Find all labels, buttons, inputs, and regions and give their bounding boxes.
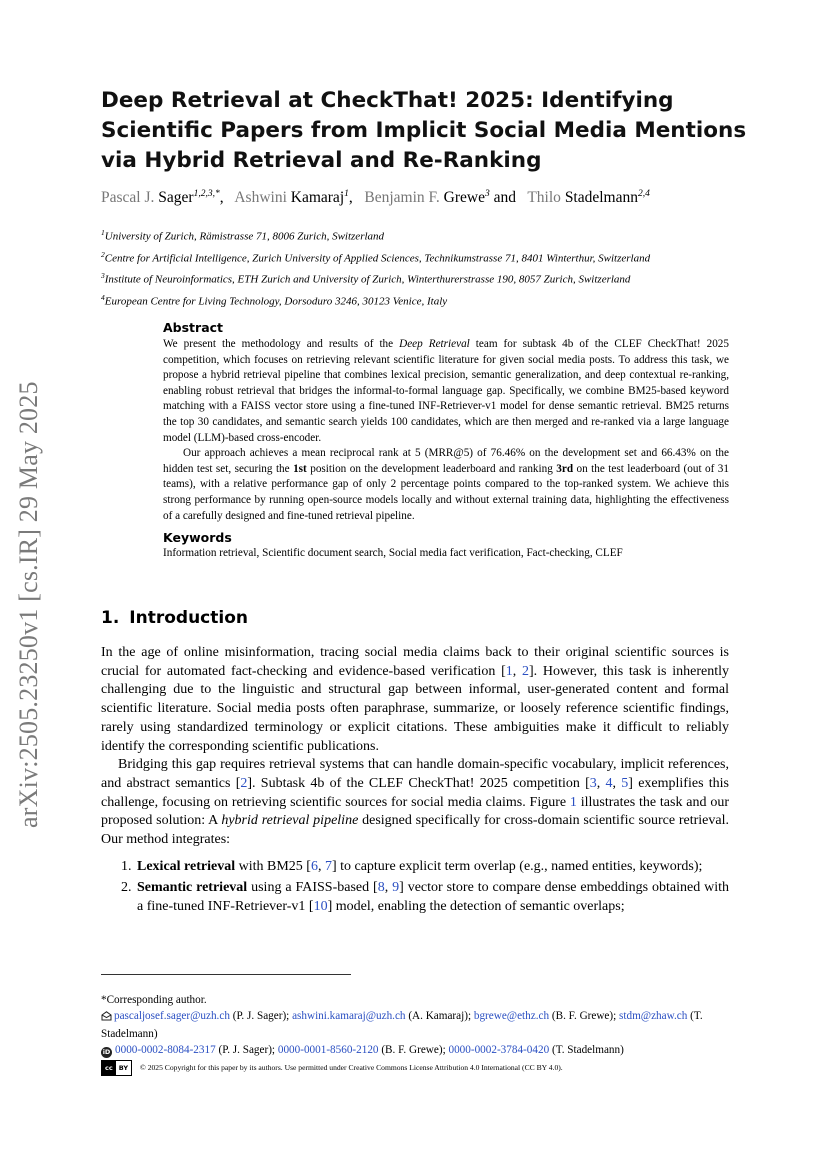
corresponding-author-note: *Corresponding author. — [101, 994, 207, 1006]
orcid-line: iD 0000-0002-8084-2317 (P. J. Sager); 0000-0001-8560-2120 (B. F. Grewe); 0000-0002-3784-0420 (T. Stadelmann) — [102, 1044, 624, 1056]
author-list: Pascal J. Sager$^{1,2,3,*}$, Ashwini Kamaraj$^1$, Benjamin F. Grewe$^3$ and Thilo Stadelmann$^{2,4}$ — [101, 189, 650, 207]
author[interactable]: Pascal J. Sager$^{1,2,3,*}$ — [101, 189, 220, 207]
citation-link[interactable]: 2 — [240, 775, 248, 791]
envelope-icon — [101, 1010, 112, 1026]
section-heading: 1. Introduction — [101, 608, 248, 628]
email-line: pascaljosef.sager@uzh.ch (P. J. Sager); ashwini.kamaraj@uzh.ch (A. Kamaraj); bgrewe@ethz.ch (B. F. Grewe); stdm@zhaw.ch (T. Stadelmann) — [101, 1010, 703, 1040]
abstract-body — [163, 337, 729, 524]
citation-link[interactable]: 3 — [589, 775, 597, 791]
author[interactable]: Thilo Stadelmann$^{2,4}$ — [527, 189, 650, 207]
license-text: © 2025 Copyright for this paper by its authors. Use permitted under Creative Commons License Attribution 4.0 International (CC BY 4.0). — [140, 1063, 563, 1072]
cc-by-badge[interactable]: cc BY — [101, 1060, 132, 1076]
citation-link[interactable]: 6 — [310, 858, 318, 874]
citation-link[interactable]: 7 — [324, 858, 332, 874]
method-list — [101, 858, 729, 917]
arxiv-side-identifier: arXiv:2505.23250v1 [cs.IR] 29 May 2025 — [14, 381, 43, 828]
affiliations — [101, 224, 761, 311]
citation-link[interactable]: 9 — [392, 880, 400, 896]
citation-link[interactable]: 5 — [621, 775, 629, 791]
affiliation: $^4$European Centre for Living Technology, Dorsoduro 3246, 30123 Venice, Italy — [101, 292, 448, 308]
author[interactable]: Benjamin F. Grewe$^3$ — [364, 189, 490, 207]
license-row — [101, 1060, 729, 1076]
email-link[interactable]: stdm@zhaw.ch — [619, 1010, 688, 1022]
email-link[interactable]: pascaljosef.sager@uzh.ch — [114, 1010, 230, 1022]
body-paragraph: Bridging this gap requires retrieval systems that can handle domain-specific vocabulary, implicit references, and abstract semantics [2]. Subtask 4b of the CLEF CheckThat! 2025 competition [3, 4, 5] exemplifies this challenge, focusing on retrieving scientific sources for social media claims. Figure 1 illustrates the task and our proposed solution: A hybrid retrieval pipeline designed specifically for cross-domain scientific source retrieval. Our method integrates: — [101, 757, 730, 848]
citation-link[interactable]: 2 — [522, 663, 530, 679]
citation-link[interactable]: 4 — [605, 775, 613, 791]
orcid-link[interactable]: 0000-0002-3784-0420 — [448, 1044, 550, 1056]
orcid-icon: iD — [102, 1048, 111, 1056]
citation-link[interactable]: 8 — [377, 880, 385, 896]
email-link[interactable]: ashwini.kamaraj@uzh.ch — [292, 1010, 406, 1022]
affiliation: $^1$University of Zurich, Rämistrasse 71, 8006 Zurich, Switzerland — [101, 228, 385, 243]
abstract-heading: Abstract — [163, 320, 224, 335]
section-body — [101, 644, 729, 920]
orcid-link[interactable]: 0000-0002-8084-2317 — [115, 1044, 216, 1056]
list-item: 2. Semantic retrieval using a FAISS-based [8, 9] vector store to compare dense embeddings obtained with a fine-tuned INF-Retriever-v1 [10] model, enabling the detection of semantic overlaps; — [121, 880, 730, 915]
author[interactable]: Ashwini Kamaraj$^1$ — [234, 189, 349, 207]
abstract-paragraph: Our approach achieves a mean reciprocal rank at 5 (MRR@5) of 76.46% on the development set and 66.43% on the hidden test set, securing the 1st position on the development leaderboard and ranking 3rd on the test leaderboard (out of 31 teams), with a relative performance gap of only 2 percentage points compared to the top-ranked system. We achieve this strong performance by running open-source models locally and without external training data, highlighting the effectiveness of a carefully designed and fine-tuned retrieval pipeline. — [163, 447, 729, 522]
orcid-link[interactable]: 0000-0001-8560-2120 — [277, 1044, 379, 1056]
citation-link[interactable]: 1 — [505, 663, 513, 679]
email-link[interactable]: bgrewe@ethz.ch — [473, 1010, 550, 1022]
abstract-paragraph: We present the methodology and results of the Deep Retrieval team for subtask 4b of the CLEF CheckThat! 2025 competition, which focuses on retrieving relevant scientific literature for given social media posts. To address this task, we propose a hybrid retrieval pipeline that combines lexical precision, semantic generalization, and deep contextual re-ranking, enabling robust retrieval that bridges the informal-to-formal language gap. Specifically, we combine BM25-based keyword matching with a FAISS vector store using a fine-tuned INF-Retriever-v1 model for dense semantic retrieval. BM25 returns the top 30 candidates, and semantic search yields 100 candidates, which are then merged and re-ranked via a large language model (LLM)-based cross-encoder. — [163, 338, 729, 444]
citation-link[interactable]: 10 — [313, 899, 328, 915]
body-paragraph: In the age of online misinformation, tracing social media claims back to their original scientific sources is crucial for automated fact-checking and evidence-based verification [1, 2]. However, this task is inherently challenging due to the linguistic and structural gap between informal, user-generated content and formal scientific literature. Social media posts often paraphrase, summarize, or loosely reference scientific findings, rarely using standardized terminology or explicit citations. These ambiguities make it difficult to reliably identify the corresponding scientific publications. — [101, 645, 730, 754]
footnote-divider — [101, 974, 351, 975]
keywords-list: Information retrieval, Scientific document search, Social media fact verification, Fact-checking, CLEF — [163, 547, 623, 559]
affiliation: $^2$Centre for Artificial Intelligence, Zurich University of Applied Sciences, Technikumstrasse 71, 8401 Winterthur, Switzerland — [101, 249, 651, 265]
keywords-heading: Keywords — [163, 530, 232, 545]
footnotes — [101, 992, 729, 1076]
figure-link[interactable]: 1 — [569, 794, 577, 810]
affiliation: $^3$Institute of Neuroinformatics, ETH Zurich and University of Zurich, Winterthurerstrasse 190, 8057 Zurich, Switzerland — [101, 271, 631, 286]
list-item: 1. Lexical retrieval with BM25 [6, 7] to capture explicit term overlap (e.g., named entities, keywords); — [121, 858, 703, 874]
paper-title: Deep Retrieval at CheckThat! 2025: Identifying Scientific Papers from Implicit Social Media Mentions via Hybrid Retrieval and Re-Ranking — [101, 88, 747, 173]
